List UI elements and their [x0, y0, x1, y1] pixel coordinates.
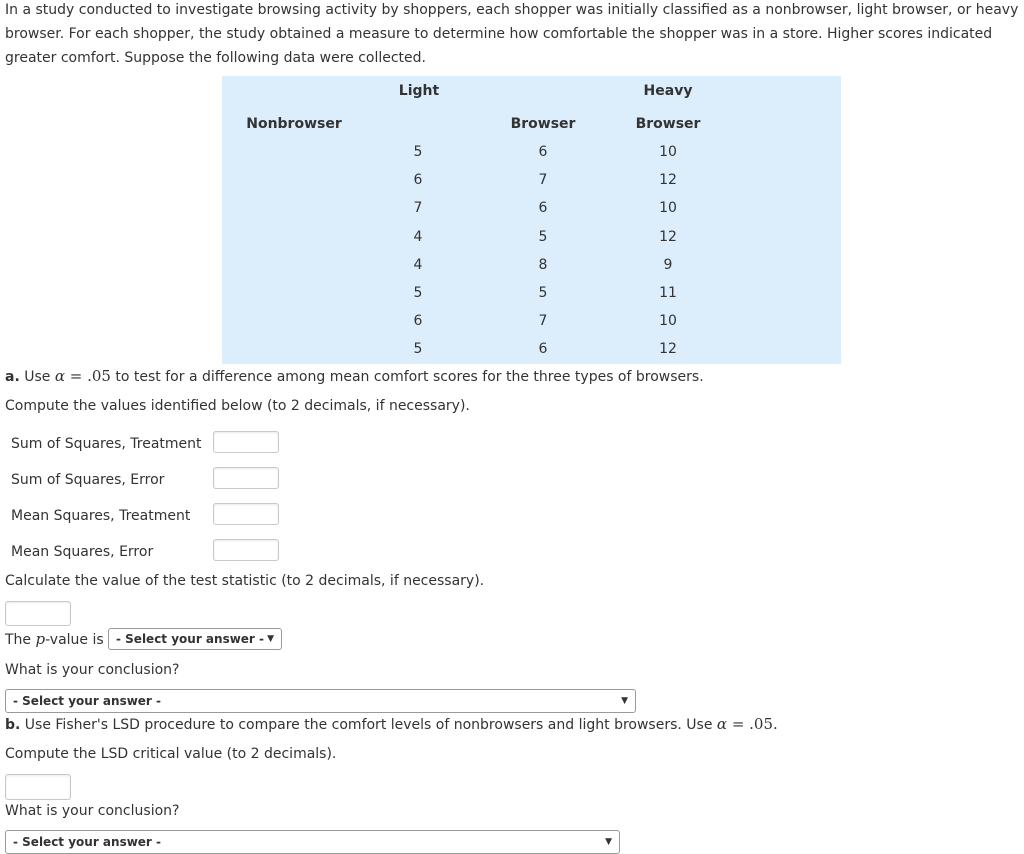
conclusion-select-a-value: - Select your answer - [13, 694, 162, 708]
pvalue-text-after: -value is [45, 632, 104, 648]
table-cell-light: 6 [538, 341, 548, 357]
table-cell-heavy: 10 [659, 144, 677, 160]
table-cell-light: 6 [538, 144, 548, 160]
data-table [222, 76, 841, 364]
part-a-text-after: to test for a difference among mean comfort scores for the three types of browsers. [115, 369, 704, 385]
table-cell-light: 5 [538, 285, 548, 301]
part-b-label: b. [5, 717, 21, 733]
table-cell-nonbrowser: 5 [413, 341, 423, 357]
table-cell-light: 7 [538, 172, 548, 188]
table-cell-nonbrowser: 4 [413, 229, 423, 245]
table-cell-heavy: 12 [659, 172, 677, 188]
dropdown-arrow-icon: ▼ [267, 634, 274, 644]
ms-treatment-label: Mean Squares, Treatment [11, 508, 191, 524]
table-cell-light: 6 [538, 200, 548, 216]
compute-instruction: Compute the values identified below (to 2 decimals, if necessary). [5, 398, 470, 414]
table-cell-heavy: 9 [663, 257, 673, 273]
conclusion-question-b: What is your conclusion? [5, 803, 180, 819]
table-cell-heavy: 10 [659, 313, 677, 329]
table-cell-light: 8 [538, 257, 548, 273]
part-b-text: Use Fisher's LSD procedure to compare the comfort levels of nonbrowsers and light browsers. Use [24, 717, 713, 733]
header-heavy-bottom: Browser [635, 116, 701, 132]
conclusion-select-b[interactable] [5, 830, 620, 854]
table-cell-nonbrowser: 5 [413, 144, 423, 160]
table-cell-heavy: 10 [659, 200, 677, 216]
header-light-top: Light [398, 83, 440, 99]
table-cell-nonbrowser: 6 [413, 313, 423, 329]
part-a-label: a. [5, 369, 20, 385]
conclusion-select-b-value: - Select your answer - [13, 835, 162, 849]
test-statistic-instruction: Calculate the value of the test statistic (to 2 decimals, if necessary). [5, 573, 485, 589]
ms-error-input[interactable] [213, 539, 279, 561]
ms-error-label: Mean Squares, Error [11, 544, 154, 560]
table-cell-light: 5 [538, 229, 548, 245]
dropdown-arrow-icon: ▼ [621, 696, 628, 706]
lsd-instruction: Compute the LSD critical value (to 2 decimals). [5, 746, 337, 762]
ss-error-label: Sum of Squares, Error [11, 472, 165, 488]
pvalue-line [5, 630, 104, 648]
part-a-text-before: Use [24, 369, 51, 385]
pvalue-select-value: - Select your answer - [116, 632, 265, 646]
alpha-expression-b [717, 715, 778, 733]
lsd-input[interactable] [5, 774, 71, 800]
alpha-value: = .05 [69, 367, 111, 385]
ms-treatment-input[interactable] [213, 503, 279, 525]
table-cell-nonbrowser: 4 [413, 257, 423, 273]
p-symbol: p [35, 630, 46, 648]
pvalue-text-before: The [5, 632, 32, 648]
part-a-question [5, 367, 704, 385]
table-cell-nonbrowser: 7 [413, 200, 423, 216]
ss-treatment-input[interactable] [213, 431, 279, 453]
part-b-question [5, 715, 778, 733]
conclusion-question-a: What is your conclusion? [5, 662, 180, 678]
header-light-bottom: Browser [510, 116, 576, 132]
table-cell-heavy: 11 [659, 285, 677, 301]
header-heavy-top: Heavy [643, 83, 693, 99]
table-cell-heavy: 12 [659, 341, 677, 357]
dropdown-arrow-icon: ▼ [605, 837, 612, 847]
alpha-value-b: = .05. [731, 715, 778, 733]
alpha-symbol-b: α [716, 715, 728, 733]
ss-treatment-label: Sum of Squares, Treatment [11, 436, 202, 452]
alpha-expression [55, 367, 111, 385]
pvalue-select[interactable] [108, 628, 282, 650]
conclusion-select-a[interactable] [5, 689, 636, 713]
table-cell-heavy: 12 [659, 229, 677, 245]
problem-intro: In a study conducted to investigate browsing activity by shoppers, each shopper was initially classified as a nonbrowser, light browser, or heavy browser. For each shopper, the study obtained a measure to determine how comfortable the shopper was in a store. Higher scores indicated greater comfort. Suppose the following data were collected. [5, 2, 1019, 66]
ss-error-input[interactable] [213, 467, 279, 489]
table-cell-light: 7 [538, 313, 548, 329]
table-cell-nonbrowser: 6 [413, 172, 423, 188]
alpha-symbol: α [54, 367, 65, 385]
test-statistic-input[interactable] [5, 601, 71, 626]
table-cell-nonbrowser: 5 [413, 285, 423, 301]
header-nonbrowser: Nonbrowser [246, 116, 342, 132]
